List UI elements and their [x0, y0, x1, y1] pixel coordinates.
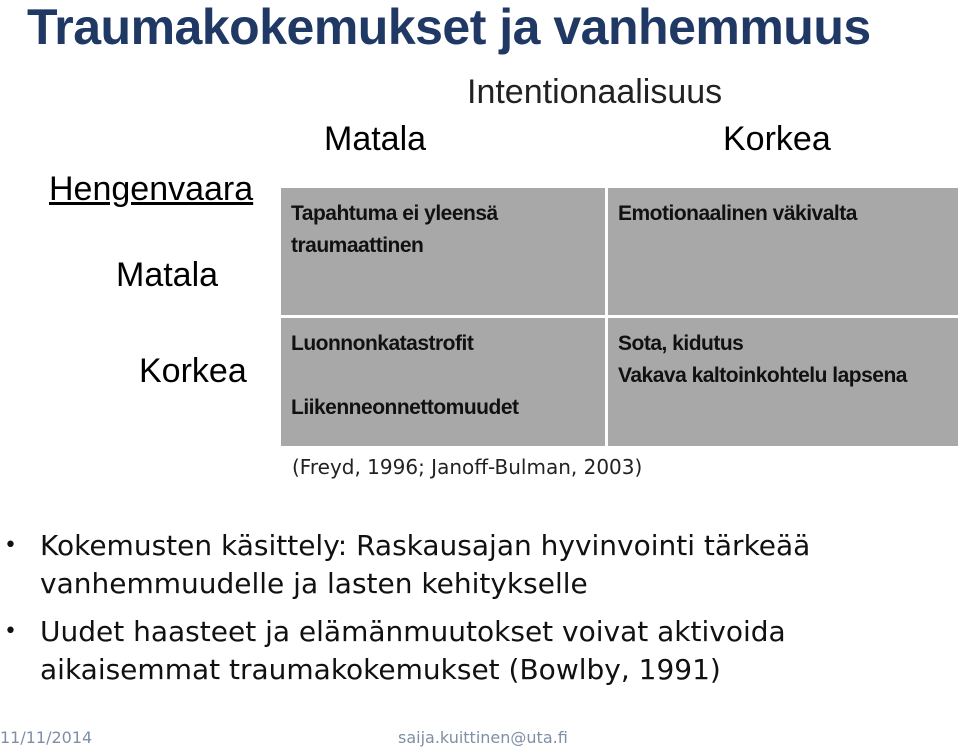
- cell-text-line: Luonnonkatastrofit: [291, 332, 474, 355]
- matrix-cell-low-high: [608, 188, 958, 315]
- matrix-cell-high-high: [608, 318, 958, 446]
- cell-text-line: Vakava kaltoinkohtelu lapsena: [618, 364, 907, 387]
- bullet-text: Kokemusten käsittely: Raskausajan hyvinvointi tärkeää vanhemmuudelle ja lasten kehitykselle: [40, 529, 811, 600]
- cell-text-line: Sota, kidutus: [618, 332, 744, 355]
- column-axis-label: Intentionaalisuus: [467, 73, 723, 111]
- row-axis-label: Hengenvaara: [49, 170, 254, 208]
- citation: (Freyd, 1996; Janoff-Bulman, 2003): [292, 455, 643, 479]
- bullet-icon: •: [4, 619, 17, 644]
- bullet-list: [0, 527, 960, 699]
- bullet-icon: •: [4, 533, 17, 558]
- bullet-text: Uudet haasteet ja elämänmuutokset voivat aktivoida aikaisemmat traumakokemukset (Bowlby, 1991): [40, 615, 786, 686]
- cell-text-line: Tapahtuma ei yleensä: [291, 202, 498, 225]
- cell-text-line: traumaattinen: [291, 234, 424, 257]
- matrix-cell-high-low: [281, 318, 605, 446]
- column-low-label: Matala: [324, 120, 427, 158]
- matrix-cell-low-low: [281, 188, 605, 315]
- column-high-label: Korkea: [723, 120, 831, 158]
- bullet-item: [0, 527, 960, 603]
- footer-date: 11/11/2014: [0, 728, 93, 747]
- footer-email: saija.kuittinen@uta.fi: [398, 728, 568, 747]
- row-high-label: Korkea: [139, 352, 247, 390]
- trauma-matrix: [281, 188, 957, 446]
- slide-title: Traumakokemukset ja vanhemmuus: [27, 0, 871, 55]
- cell-text-line: Emotionaalinen väkivalta: [618, 202, 857, 225]
- row-low-label: Matala: [116, 256, 219, 294]
- bullet-item: [0, 613, 960, 689]
- cell-text-line: Liikenneonnettomuudet: [291, 396, 519, 419]
